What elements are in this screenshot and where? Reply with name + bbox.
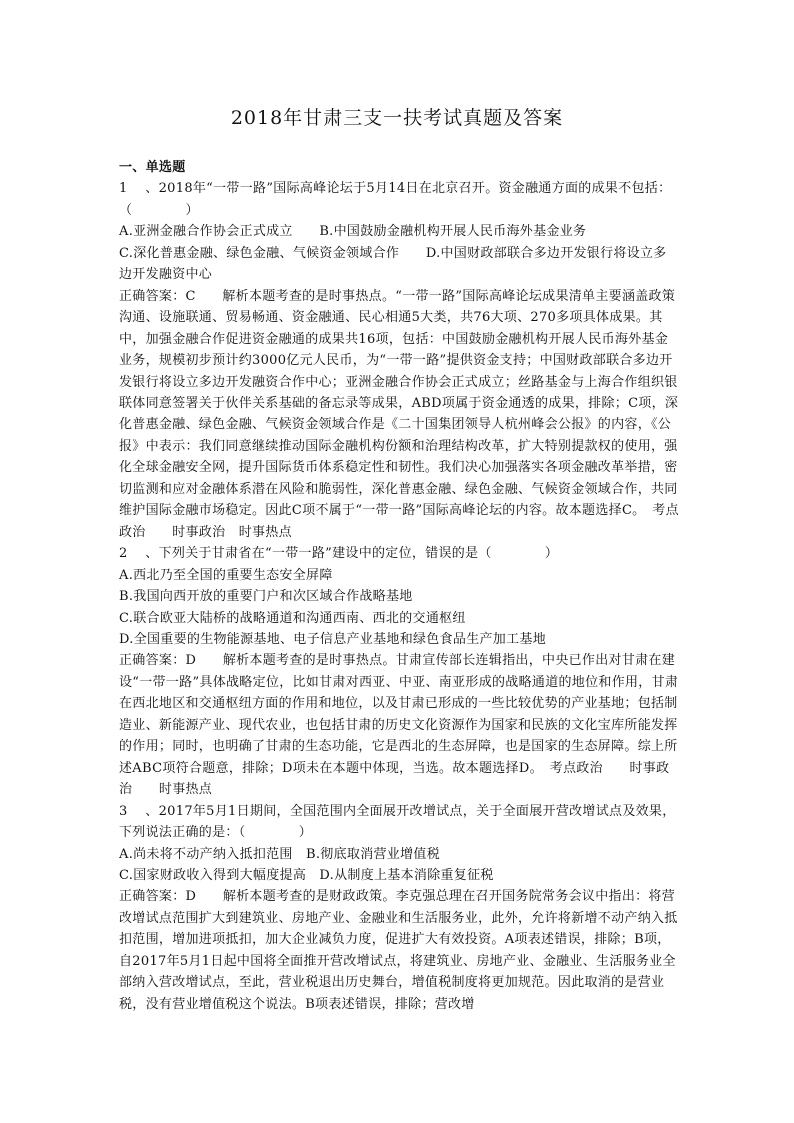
question-option: A.尚未将不动产纳入抵扣范围 B.彻底取消营业增值税 [119,846,441,862]
question-option: D.全国重要的生物能源基地、电子信息产业基地和绿色食品生产加工基地 [119,631,546,647]
section-heading: 一、单选题 [119,160,186,175]
question-option: B.我国向西开放的重要门户和次区域合作战略基地 [119,589,413,605]
question-option: C.深化普惠金融、绿色金融、气候资金领域合作 D.中国财政部联合多边开发银行将设立多边开发融资中心 [119,245,667,283]
document-title: 2018年甘肃三支一扶考试真题及答案 [230,107,564,129]
question-1 [119,178,679,543]
question-option: C.国家财政收入得到大幅度提高 D.从制度上基本消除重复征税 [119,867,494,883]
question-2 [119,543,679,800]
question-option: C.联合欧亚大陆桥的战略通道和沟通西南、西北的交通枢纽 [119,610,466,626]
answer-analysis: 正确答案：C 解析本题考查的是时事热点。“一带一路”国际高峰论坛成果清单主要涵盖政策沟通、设施联通、贸易畅通、资金融通、民心相通5大类，共76大项、270多项具体成果。其中，加强金融合作促进资金融通的成果共16项，包括：中国鼓励金融机构开展人民币海外基金业务，规模初步预计约3000亿元人民币，为“一带一路”提供资金支持；中国财政部联合多边开发银行将设立多边开发融资合作中心；亚洲金融合作协会正式成立；丝路基金与上海合作组织银联体同意签署关于伙伴关系基础的备忘录等成果，ABD项属于资金通透的成果，排除；C项，深化普惠金融、绿色金融、气候资金领域合作是《二十国集团领导人杭州峰会公报》的内容，《公报》中表示：我们同意继续推动国际金融机构份额和治理结构改革，扩大特别提款权的使用，强化全球金融安全网，提升国际货币体系稳定性和韧性。我们决心加强落实各项金融改革举措，密切监测和应对金融体系潜在风险和脆弱性，深化普惠金融、绿色金融、气候资金领域合作，共同维护国际金融市场稳定。因此C项不属于“一带一路”国际高峰论坛的内容。故本题选择C。 考点政治 时事政治 时事热点 [119,288,679,540]
question-3 [119,801,679,1016]
question-stem: 1 、2018年“一带一路”国际高峰论坛于5月14日在北京召开。资金融通方面的成果不包括：（ ） [119,181,672,218]
answer-analysis: 正确答案：D 解析本题考查的是时事热点。甘肃宣传部长连辑指出，中央已作出对甘肃在建设“一带一路”具体战略定位，比如甘肃对西亚、中亚、南亚形成的战略通道的地位和作用，甘肃在西北地区和交通枢纽方面的作用和地位，以及甘肃已形成的一些比较优势的产业基地；包括制造业、新能源产业、现代农业，也包括甘肃的历史文化资源作为国家和民族的文化宝库所能发挥的作用；同时，也明确了甘肃的生态功能，它是西北的生态屏障，也是国家的生态屏障。综上所述ABC项符合题意，排除；D项未在本题中体现，当选。故本题选择D。 考点政治 时事政治 时事热点 [119,653,679,798]
question-stem: 2 、下列关于甘肃省在“一带一路”建设中的定位，错误的是（ ） [119,546,559,562]
document-body [119,157,679,1015]
question-stem: 3 、2017年5月1日期间，全国范围内全面展开改增试点，关于全面展开营改增试点及效果，下列说法正确的是：（ ） [119,803,676,841]
answer-analysis: 正确答案：D 解析本题考查的是财政政策。李克强总理在召开国务院常务会议中指出：将营改增试点范围扩大到建筑业、房地产业、金融业和生活服务业，此外，允许将新增不动产纳入抵扣范围，增加进项抵扣，加大企业减负力度，促进扩大有效投资。A项表述错误，排除；B项，自2017年5月1日起中国将全面推开营改增试点，将建筑业、房地产业、金融业、生活服务业全部纳入营改增试点，至此，营业税退出历史舞台，增值税制度将更加规范。因此取消的是营业税，没有营业增值税这个说法。B项表述错误，排除；营改增 [119,889,678,1012]
question-option: A.西北乃至全国的重要生态安全屏障 [119,567,333,583]
question-option: A.亚洲金融合作协会正式成立 B.中国鼓励金融机构开展人民币海外基金业务 [119,224,587,240]
